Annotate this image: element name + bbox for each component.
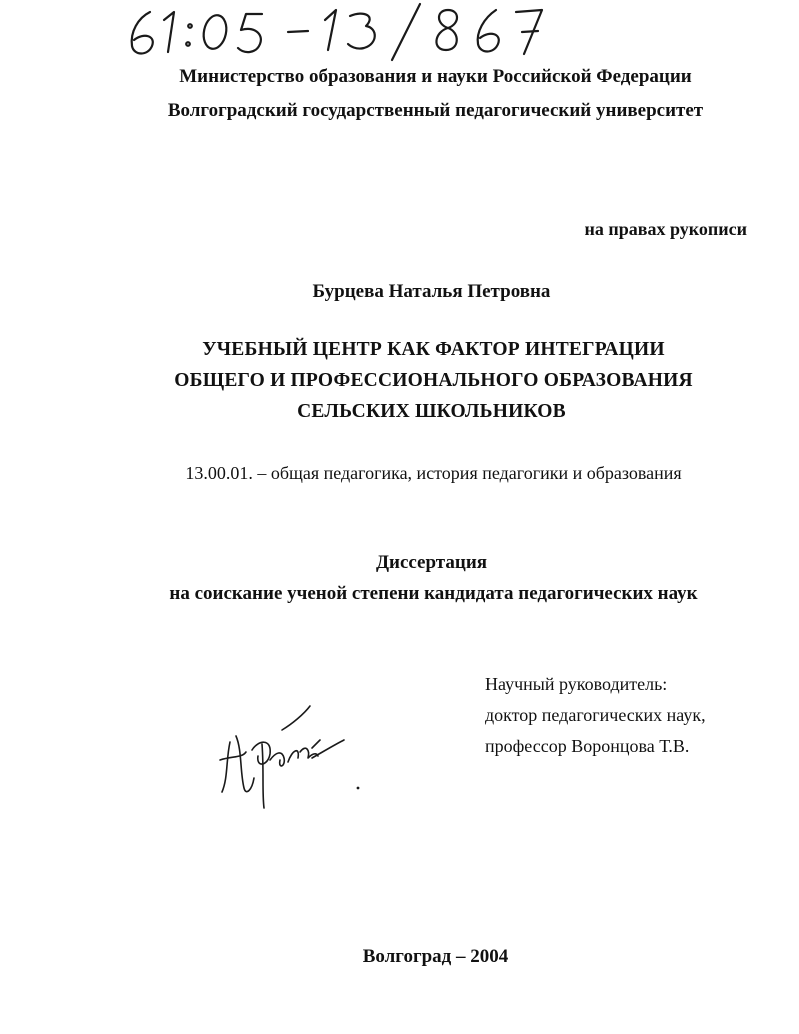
signature — [212, 700, 372, 820]
handwritten-catalog-number — [120, 2, 560, 62]
dissertation-title-line: УЧЕБНЫЙ ЦЕНТР КАК ФАКТОР ИНТЕГРАЦИИ — [202, 339, 665, 360]
dissertation-type: Диссертация — [375, 552, 488, 573]
supervisor-name: профессор Воронцова Т.В. — [485, 736, 690, 756]
degree-sought: на соискание ученой степени кандидата педагогических наук — [169, 583, 698, 604]
city-year: Волгоград – 2004 — [362, 946, 509, 967]
supervisor-degree: доктор педагогических наук, — [485, 705, 706, 725]
dissertation-title-line: СЕЛЬСКИХ ШКОЛЬНИКОВ — [297, 401, 566, 422]
university-name: Волгоградский государственный педагогический университет — [167, 100, 704, 121]
manuscript-note: на правах рукописи — [584, 219, 747, 239]
dissertation-title-line: ОБЩЕГО И ПРОФЕССИОНАЛЬНОГО ОБРАЗОВАНИЯ — [174, 370, 693, 391]
author-name: Бурцева Наталья Петровна — [312, 281, 551, 302]
specialty-code: 13.00.01. – общая педагогика, история педагогики и образования — [185, 463, 682, 483]
ministry-name: Министерство образования и науки Российской Федерации — [179, 66, 692, 87]
supervisor-label: Научный руководитель: — [485, 674, 668, 694]
